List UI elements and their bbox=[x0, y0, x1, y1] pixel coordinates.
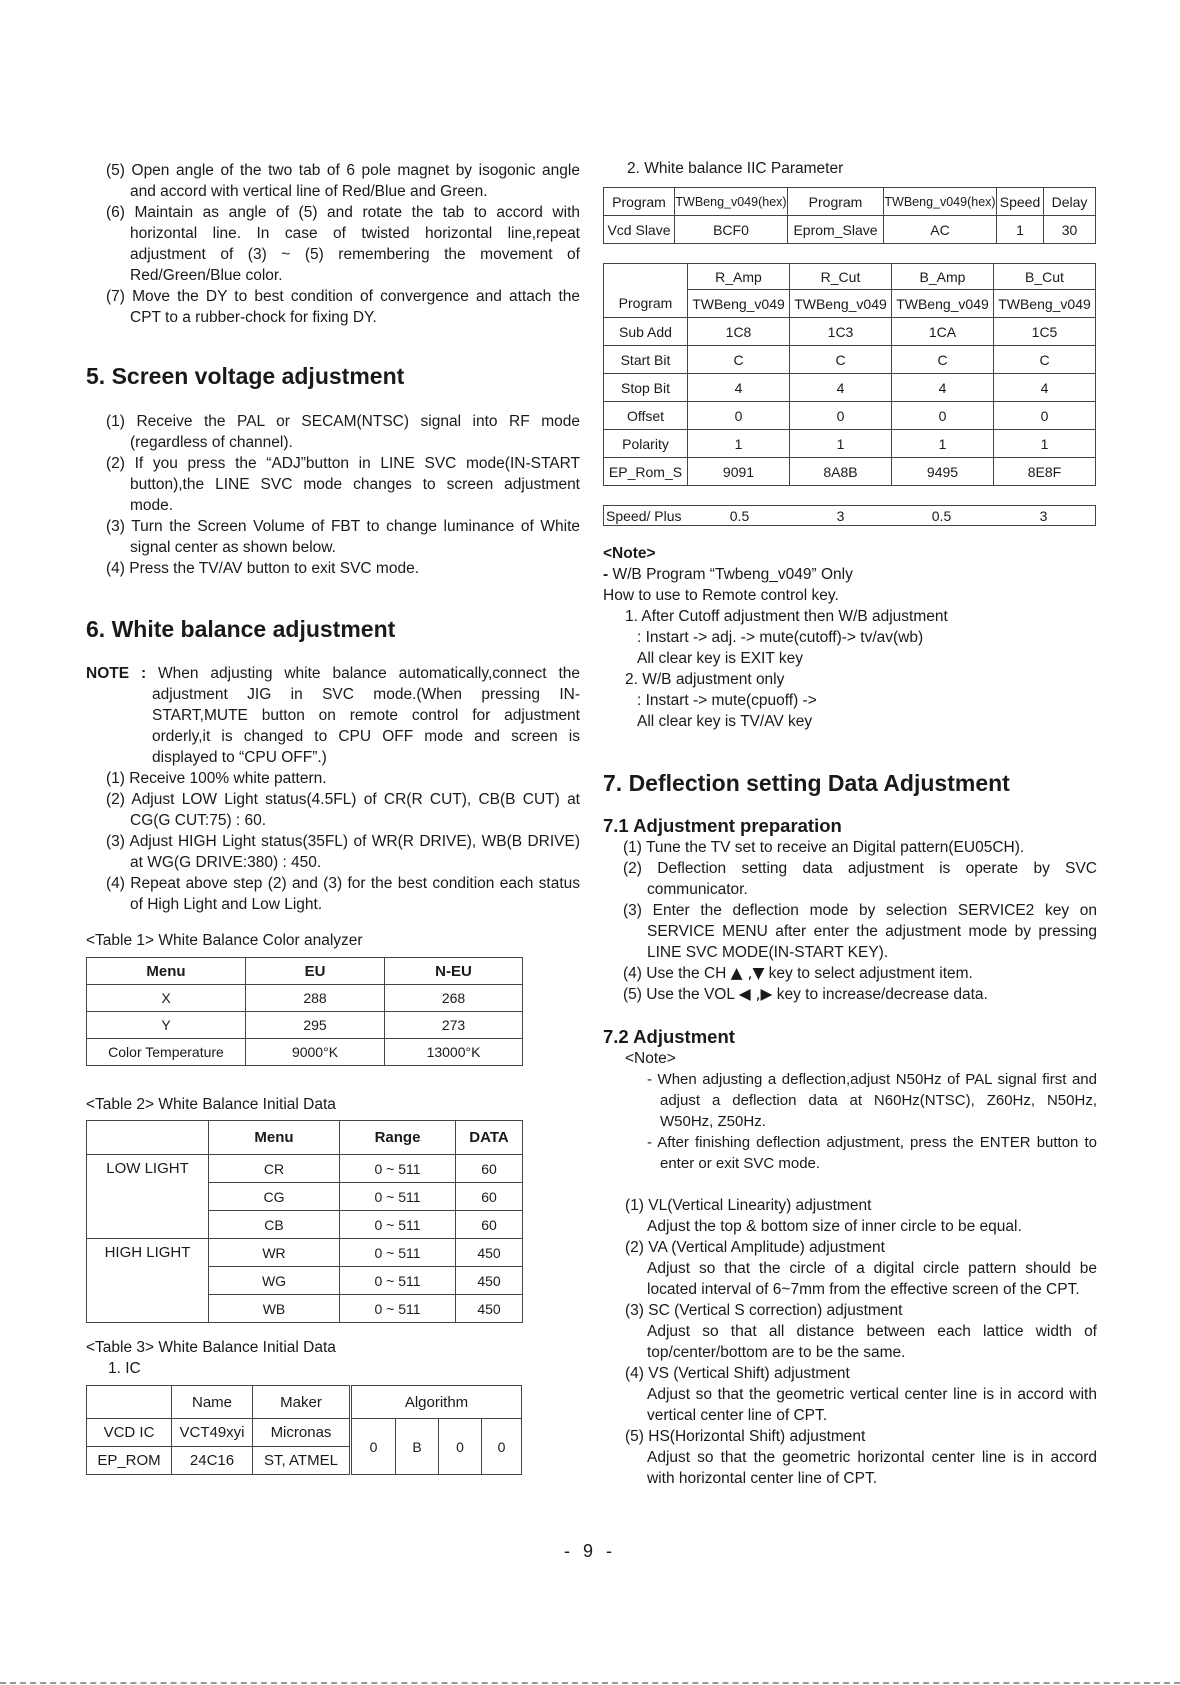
table2-cell: 0 ~ 511 bbox=[340, 1211, 456, 1239]
adjust-note-label: <Note> bbox=[625, 1050, 676, 1067]
table2-caption: <Table 2> White Balance Initial Data bbox=[86, 1096, 336, 1113]
algorithm-cell: 0 bbox=[351, 1419, 396, 1475]
left-right-arrow-icon: ◀ ,▶ bbox=[738, 985, 773, 1003]
param-cell: EP_Rom_S bbox=[604, 458, 688, 486]
param-cell: 8E8F bbox=[994, 458, 1096, 486]
iic-cell: AC bbox=[884, 216, 997, 244]
adjust-head: (4) VS (Vertical Shift) adjustment bbox=[625, 1365, 850, 1382]
section-7-1-title: 7.1 Adjustment preparation bbox=[603, 815, 842, 836]
note-paragraph bbox=[86, 663, 580, 768]
iic-cell: Vcd Slave bbox=[604, 216, 675, 244]
section-6-item: (3) Adjust HIGH Light status(35FL) of WR(R DRIVE), WB(B DRIVE) at WG(G DRIVE:380) : 450. bbox=[106, 833, 580, 871]
note-step-1b: All clear key is EXIT key bbox=[637, 650, 803, 667]
table1-cell: Color Temperature bbox=[87, 1039, 246, 1066]
table3-caption: <Table 3> White Balance Initial Data bbox=[86, 1339, 336, 1356]
param-header: R_Cut bbox=[790, 264, 892, 290]
param-cell: 1 bbox=[790, 430, 892, 458]
param-cell: Stop Bit bbox=[604, 374, 688, 402]
param-cell: TWBeng_v049 bbox=[688, 290, 790, 318]
speed-cell: 3 bbox=[992, 506, 1096, 526]
table3-cell: VCD IC bbox=[87, 1419, 172, 1447]
table2-cell: WG bbox=[209, 1267, 340, 1295]
section-5-item: (4) Press the TV/AV button to exit SVC mode. bbox=[106, 560, 420, 577]
prep-item: (1) Tune the TV set to receive an Digital pattern(EU05CH). bbox=[623, 839, 1025, 856]
param-cell: 1C8 bbox=[688, 318, 790, 346]
param-cell: 0 bbox=[688, 402, 790, 430]
adjust-note: - When adjusting a deflection,adjust N50Hz of PAL signal first and adjust a deflection data at N60Hz(NTSC), Z60Hz, N50Hz, W50Hz, Z50Hz. bbox=[647, 1071, 1097, 1130]
table1-cell: 273 bbox=[385, 1012, 523, 1039]
adjustment-list bbox=[603, 1195, 1097, 1489]
table2-cell: 60 bbox=[456, 1211, 523, 1239]
speed-cell: 0.5 bbox=[891, 506, 992, 526]
table3-header: Algorithm bbox=[351, 1386, 522, 1419]
table2 bbox=[86, 1120, 523, 1323]
table2-cell: 0 ~ 511 bbox=[340, 1183, 456, 1211]
note-label: NOTE : bbox=[86, 665, 147, 682]
note-title: <Note> bbox=[603, 545, 656, 562]
section-6-title: 6. White balance adjustment bbox=[86, 616, 396, 642]
param-cell: 1 bbox=[688, 430, 790, 458]
table2-cell: 60 bbox=[456, 1155, 523, 1183]
note-step-2: 2. W/B adjustment only bbox=[625, 671, 785, 688]
algorithm-cell: 0 bbox=[482, 1419, 522, 1475]
intro-item-7: (7) Move the DY to best condition of convergence and attach the CPT to a rubber-chock for fixing DY. bbox=[106, 288, 580, 326]
note-step-2b: All clear key is TV/AV key bbox=[637, 713, 813, 730]
iic-cell: Speed bbox=[997, 188, 1044, 216]
adjust-note: - After finishing deflection adjustment, press the ENTER button to enter or exit SVC mode. bbox=[647, 1134, 1097, 1172]
table1-cell: X bbox=[87, 985, 246, 1012]
iic-cell: TWBeng_v049(hex) bbox=[675, 188, 788, 216]
note-dash: - bbox=[603, 566, 609, 583]
table3-header: Maker bbox=[253, 1386, 351, 1419]
iic-cell: Delay bbox=[1044, 188, 1096, 216]
prep-5-text: (5) Use the VOL bbox=[623, 986, 739, 1003]
param-table bbox=[603, 263, 1096, 486]
table2-cell: CG bbox=[209, 1183, 340, 1211]
iic-cell: 30 bbox=[1044, 216, 1096, 244]
note-text: When adjusting white balance automatically,connect the adjustment JIG in SVC mode.(When pressing IN-START,MUTE button on remote control for adjustment orderly,it is changed to CPU OFF mode and screen is displayed to “CPU OFF”.) bbox=[152, 665, 580, 766]
table1 bbox=[86, 957, 523, 1066]
table3 bbox=[86, 1385, 522, 1475]
iic-title: 2. White balance IIC Parameter bbox=[627, 160, 844, 177]
table2-cell: WB bbox=[209, 1295, 340, 1323]
bottom-divider bbox=[0, 1682, 1180, 1684]
prep-4-text-end: key to select adjustment item. bbox=[764, 965, 973, 982]
param-cell: TWBeng_v049 bbox=[892, 290, 994, 318]
intro-item-6: (6) Maintain as angle of (5) and rotate the tab to accord with horizontal line. In case of twisted horizontal line,repeat adjustment of (3) ~ (5) remembering the movement of Red/Green/Blue color. bbox=[106, 204, 580, 284]
wb-note bbox=[603, 543, 1097, 732]
param-cell: 4 bbox=[790, 374, 892, 402]
speed-cell: Speed/ Plus bbox=[604, 506, 690, 526]
adjust-body: Adjust the top & bottom size of inner circle to be equal. bbox=[647, 1218, 1022, 1235]
param-cell: C bbox=[892, 346, 994, 374]
section-6-item: (2) Adjust LOW Light status(4.5FL) of CR(R CUT), CB(B CUT) at CG(G CUT:75) : 60. bbox=[106, 791, 580, 829]
iic-table bbox=[603, 187, 1096, 244]
param-cell: Program bbox=[604, 290, 688, 318]
table3-cell: EP_ROM bbox=[87, 1447, 172, 1475]
table2-header: Menu bbox=[209, 1121, 340, 1155]
note-step-2a: : Instart -> mute(cpuoff) -> bbox=[637, 692, 817, 709]
table2-cell: 450 bbox=[456, 1239, 523, 1267]
table3-cell: VCT49xyi bbox=[172, 1419, 253, 1447]
param-header: R_Amp bbox=[688, 264, 790, 290]
up-down-arrow-icon: ▲ ,▼ bbox=[730, 964, 765, 982]
prep-item: (2) Deflection setting data adjustment is operate by SVC communicator. bbox=[623, 860, 1097, 898]
section-5-item: (2) If you press the “ADJ”button in LINE SVC mode(IN-START button),the LINE SVC mode changes to screen adjustment mode. bbox=[106, 455, 580, 514]
table3-cell: 24C16 bbox=[172, 1447, 253, 1475]
speed-plus-table bbox=[603, 505, 1096, 526]
param-cell: 1C3 bbox=[790, 318, 892, 346]
note-step-1a: : Instart -> adj. -> mute(cutoff)-> tv/av(wb) bbox=[637, 629, 924, 646]
prep-item: (3) Enter the deflection mode by selection SERVICE2 key on SERVICE MENU after enter the adjustment mode by pressing LINE SVC MODE(IN-START KEY). bbox=[623, 902, 1097, 961]
table1-cell: Y bbox=[87, 1012, 246, 1039]
section-6-note bbox=[86, 663, 580, 768]
param-cell: TWBeng_v049 bbox=[790, 290, 892, 318]
prep-4-text: (4) Use the CH bbox=[623, 965, 731, 982]
table1-header: Menu bbox=[87, 958, 246, 985]
table2-header: DATA bbox=[456, 1121, 523, 1155]
note-line-1-text: W/B Program “Twbeng_v049” Only bbox=[612, 566, 853, 583]
adjust-head: (3) SC (Vertical S correction) adjustment bbox=[625, 1302, 903, 1319]
section-6-list bbox=[86, 768, 580, 915]
table2-header bbox=[87, 1121, 209, 1155]
iic-cell: Program bbox=[788, 188, 884, 216]
adjust-body: Adjust so that the geometric vertical center line is in accord with vertical center line of CPT. bbox=[647, 1386, 1097, 1424]
page-number: - 9 - bbox=[563, 1541, 616, 1561]
param-cell: 8A8B bbox=[790, 458, 892, 486]
param-cell: 1C5 bbox=[994, 318, 1096, 346]
section-6-item: (1) Receive 100% white pattern. bbox=[106, 770, 327, 787]
param-header: B_Amp bbox=[892, 264, 994, 290]
adjust-body: Adjust so that the geometric horizontal center line is in accord with horizontal center line of CPT. bbox=[647, 1449, 1097, 1487]
param-cell: 1 bbox=[994, 430, 1096, 458]
speed-cell: 3 bbox=[790, 506, 891, 526]
table3-header bbox=[87, 1386, 172, 1419]
table2-header: Range bbox=[340, 1121, 456, 1155]
param-cell: C bbox=[790, 346, 892, 374]
table2-cell: 60 bbox=[456, 1183, 523, 1211]
table3-sub: 1. IC bbox=[108, 1360, 141, 1377]
table1-cell: 268 bbox=[385, 985, 523, 1012]
param-cell: 4 bbox=[688, 374, 790, 402]
param-cell: 0 bbox=[994, 402, 1096, 430]
param-cell: Start Bit bbox=[604, 346, 688, 374]
iic-cell: Eprom_Slave bbox=[788, 216, 884, 244]
param-cell: Offset bbox=[604, 402, 688, 430]
adjustment-notes bbox=[603, 1048, 1097, 1174]
table1-cell: 288 bbox=[246, 985, 385, 1012]
prep-item-5 bbox=[603, 984, 1097, 1005]
table2-cell: CB bbox=[209, 1211, 340, 1239]
param-header: B_Cut bbox=[994, 264, 1096, 290]
param-cell: 4 bbox=[892, 374, 994, 402]
table3-cell: Micronas bbox=[253, 1419, 351, 1447]
table3-cell: ST, ATMEL bbox=[253, 1447, 351, 1475]
section-6-item: (4) Repeat above step (2) and (3) for the best condition each status of High Light and Low Light. bbox=[106, 875, 580, 913]
param-cell: TWBeng_v049 bbox=[994, 290, 1096, 318]
param-cell: 9495 bbox=[892, 458, 994, 486]
table1-cell: 9000°K bbox=[246, 1039, 385, 1066]
low-light-group: LOW LIGHT bbox=[87, 1155, 209, 1239]
table1-header: N-EU bbox=[385, 958, 523, 985]
prep-list bbox=[603, 837, 1097, 1005]
param-cell: C bbox=[994, 346, 1096, 374]
note-line-2: How to use to Remote control key. bbox=[603, 587, 839, 604]
iic-cell: BCF0 bbox=[675, 216, 788, 244]
adjust-head: (2) VA (Vertical Amplitude) adjustment bbox=[625, 1239, 885, 1256]
note-step-1: 1. After Cutoff adjustment then W/B adjustment bbox=[625, 608, 948, 625]
section-7-title: 7. Deflection setting Data Adjustment bbox=[603, 770, 1010, 796]
param-corner bbox=[604, 264, 688, 290]
prep-item-4 bbox=[603, 963, 1097, 984]
table2-cell: 0 ~ 511 bbox=[340, 1295, 456, 1323]
algorithm-cell: 0 bbox=[439, 1419, 482, 1475]
adjust-body: Adjust so that all distance between each lattice width of top/center/bottom are to be the same. bbox=[647, 1323, 1097, 1361]
table2-cell: WR bbox=[209, 1239, 340, 1267]
intro-list bbox=[86, 160, 580, 328]
table2-cell: CR bbox=[209, 1155, 340, 1183]
section-5-title: 5. Screen voltage adjustment bbox=[86, 363, 405, 389]
intro-item-5: (5) Open angle of the two tab of 6 pole magnet by isogonic angle and accord with vertical line of Red/Blue and Green. bbox=[106, 162, 580, 200]
adjust-head: (5) HS(Horizontal Shift) adjustment bbox=[625, 1428, 866, 1445]
param-cell: 0 bbox=[892, 402, 994, 430]
param-cell: 1CA bbox=[892, 318, 994, 346]
table2-cell: 0 ~ 511 bbox=[340, 1267, 456, 1295]
note-line-1 bbox=[603, 564, 1097, 585]
param-cell: Polarity bbox=[604, 430, 688, 458]
table2-cell: 450 bbox=[456, 1295, 523, 1323]
adjust-head: (1) VL(Vertical Linearity) adjustment bbox=[625, 1197, 872, 1214]
param-cell: 0 bbox=[790, 402, 892, 430]
param-cell: Sub Add bbox=[604, 318, 688, 346]
table2-cell: 0 ~ 511 bbox=[340, 1155, 456, 1183]
param-cell: C bbox=[688, 346, 790, 374]
iic-cell: TWBeng_v049(hex) bbox=[884, 188, 997, 216]
section-5-item: (1) Receive the PAL or SECAM(NTSC) signal into RF mode (regardless of channel). bbox=[106, 413, 580, 451]
iic-cell: 1 bbox=[997, 216, 1044, 244]
prep-5-text-end: key to increase/decrease data. bbox=[772, 986, 988, 1003]
iic-cell: Program bbox=[604, 188, 675, 216]
section-7-2-title: 7.2 Adjustment bbox=[603, 1026, 735, 1047]
algorithm-cell: B bbox=[396, 1419, 439, 1475]
param-cell: 1 bbox=[892, 430, 994, 458]
high-light-group: HIGH LIGHT bbox=[87, 1239, 209, 1323]
table2-cell: 450 bbox=[456, 1267, 523, 1295]
param-cell: 9091 bbox=[688, 458, 790, 486]
table1-cell: 13000°K bbox=[385, 1039, 523, 1066]
table1-cell: 295 bbox=[246, 1012, 385, 1039]
section-5-list bbox=[86, 411, 580, 579]
table1-caption: <Table 1> White Balance Color analyzer bbox=[86, 932, 363, 949]
table2-cell: 0 ~ 511 bbox=[340, 1239, 456, 1267]
speed-cell: 0.5 bbox=[689, 506, 790, 526]
table3-header: Name bbox=[172, 1386, 253, 1419]
table1-header: EU bbox=[246, 958, 385, 985]
section-5-item: (3) Turn the Screen Volume of FBT to change luminance of White signal center as shown below. bbox=[106, 518, 580, 556]
adjust-body: Adjust so that the circle of a digital circle pattern should be located interval of 6~7mm from the effective screen of the CPT. bbox=[647, 1260, 1097, 1298]
param-cell: 4 bbox=[994, 374, 1096, 402]
